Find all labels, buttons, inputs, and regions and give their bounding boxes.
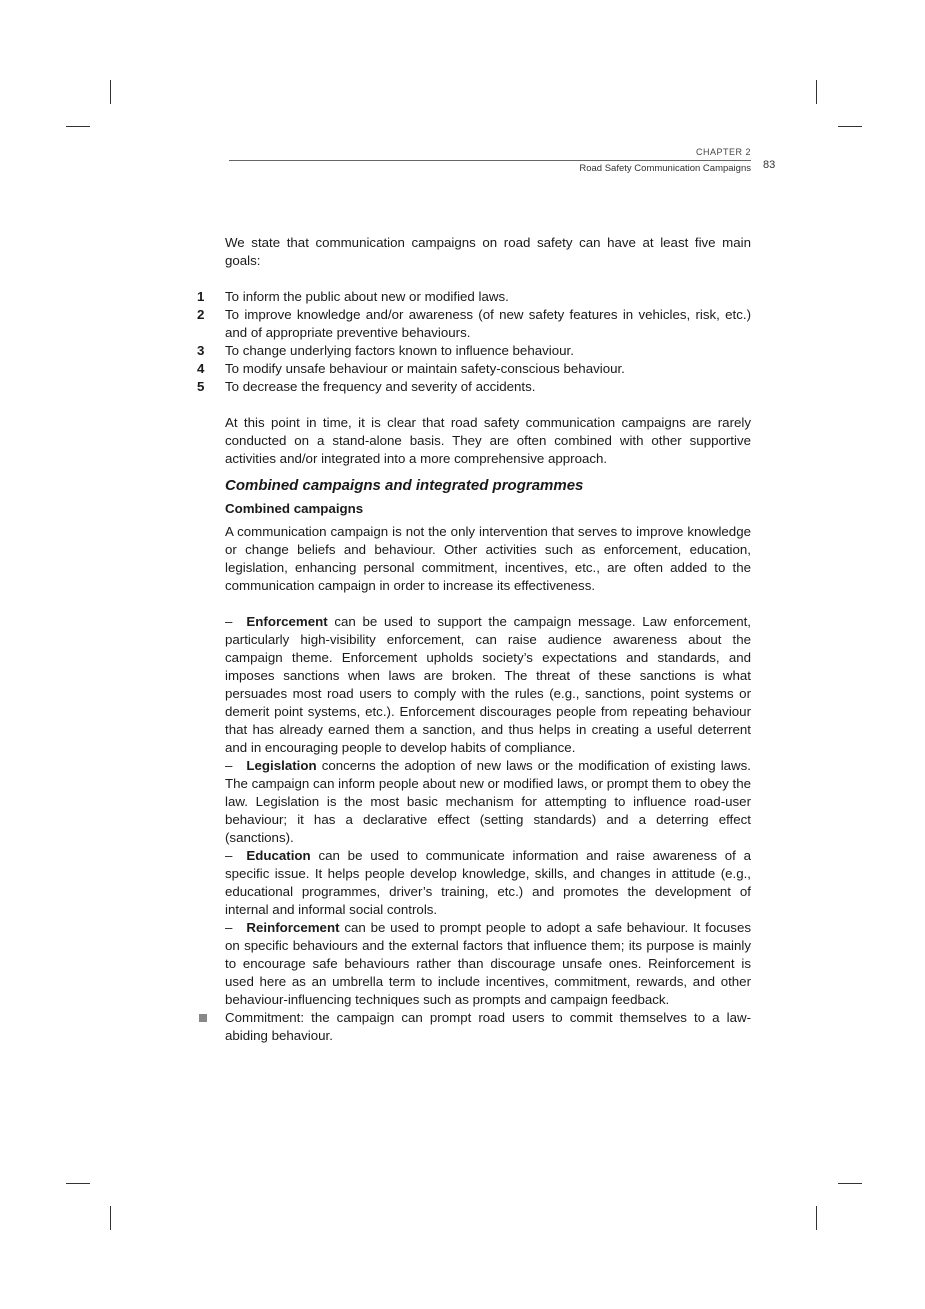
dash-marker: – xyxy=(225,758,233,773)
commitment-text: Commitment: the campaign can prompt road users to commit themselves to a law-abiding behaviour. xyxy=(225,1010,751,1043)
goal-item xyxy=(197,342,751,360)
crop-mark xyxy=(838,1183,862,1184)
item-text: can be used to prompt people to adopt a safe behaviour. It focuses on specific behaviours and the external factors that influence them; its purpose is mainly to encourage safe behaviours rather than discourage unsafe ones. Reinforcement is used here as an umbrella term to include incentives, commitment, rewards, and other behaviour-influencing techniques such as prompts and campaign feedback. xyxy=(225,920,751,1007)
goal-number: 1 xyxy=(197,289,205,304)
running-header xyxy=(229,146,751,176)
crop-mark xyxy=(66,1183,90,1184)
goal-text: To modify unsafe behaviour or maintain safety-conscious behaviour. xyxy=(225,361,625,376)
goal-item xyxy=(197,288,751,306)
page-number: 83 xyxy=(763,159,776,171)
page-body xyxy=(197,234,751,1045)
goal-item xyxy=(197,306,751,342)
goal-text: To improve knowledge and/or awareness (of new safety features in vehicles, risk, etc.) and of appropriate preventive behaviours. xyxy=(225,307,751,340)
crop-mark xyxy=(838,126,862,127)
list-item-education xyxy=(225,847,751,919)
item-text: can be used to communicate information and raise awareness of a specific issue. It helps people develop knowledge, skills, and changes in attitude (e.g., educational programmes, driver’s training, etc.) and promotes the development of internal and informal social controls. xyxy=(225,848,751,917)
dash-marker: – xyxy=(225,920,233,935)
crop-mark xyxy=(816,1206,817,1230)
list-item-reinforcement xyxy=(225,919,751,1009)
crop-mark xyxy=(816,80,817,104)
goal-item xyxy=(197,378,751,396)
chapter-label: CHAPTER 2 xyxy=(695,147,751,157)
goal-number: 5 xyxy=(197,379,205,394)
goal-text: To inform the public about new or modified laws. xyxy=(225,289,509,304)
goal-item xyxy=(197,360,751,378)
combined-campaigns-paragraph: A communication campaign is not the only intervention that serves to improve knowledge or change beliefs and behaviour. Other activities such as enforcement, education, legislation, enhancing personal commitment, incentives, etc., are often added to the communication campaign in order to increase its effectiveness. xyxy=(225,524,751,593)
crop-mark xyxy=(110,1206,111,1230)
intro-paragraph: We state that communication campaigns on road safety can have at least five main goals: xyxy=(225,235,751,268)
term-enforcement: Enforcement xyxy=(246,614,328,629)
header-rule xyxy=(229,160,751,161)
dash-marker: – xyxy=(225,614,233,629)
goal-number: 4 xyxy=(197,361,205,376)
square-bullet-icon xyxy=(199,1014,207,1022)
term-education: Education xyxy=(246,848,311,863)
running-title: Road Safety Communication Campaigns xyxy=(579,163,751,174)
list-item-legislation xyxy=(225,757,751,847)
list-item-enforcement xyxy=(225,613,751,757)
dash-marker: – xyxy=(225,848,233,863)
crop-mark xyxy=(110,80,111,104)
goal-text: To decrease the frequency and severity of accidents. xyxy=(225,379,536,394)
goal-number: 2 xyxy=(197,307,205,322)
list-item-commitment xyxy=(225,1009,751,1045)
section-heading: Combined campaigns and integrated programmes xyxy=(225,477,584,494)
goal-number: 3 xyxy=(197,343,205,358)
goal-text: To change underlying factors known to influence behaviour. xyxy=(225,343,574,358)
goals-list xyxy=(197,288,751,396)
crop-mark xyxy=(66,126,90,127)
item-text: can be used to support the campaign message. Law enforcement, particularly high-visibility enforcement, can raise audience awareness about the campaign theme. Enforcement upholds society’s expectations and standards, and imposes sanctions when laws are broken. The threat of these sanctions is what persuades most road users to comply with the rules (e.g., sanctions, point systems or demerit point systems, etc.). Enforcement discourages people from repeating behaviour that has already earned them a sanction, and thus helps in creating a useful deterrent and in encouraging people to develop habits of compliance. xyxy=(225,614,751,755)
subheading: Combined campaigns xyxy=(225,501,364,516)
term-reinforcement: Reinforcement xyxy=(246,920,340,935)
point-in-time-paragraph: At this point in time, it is clear that road safety communication campaigns are rarely conducted on a stand-alone basis. They are often combined with other supportive activities and/or integrated into a more comprehensive approach. xyxy=(225,415,751,466)
term-legislation: Legislation xyxy=(246,758,317,773)
item-text: concerns the adoption of new laws or the modification of existing laws. The campaign can inform people about new or modified laws, or prompt them to obey the law. Legislation is the most basic mechanism for attempting to influence road-user behaviour; it has a declarative effect (setting standards) and a deterring effect (sanctions). xyxy=(225,758,751,845)
